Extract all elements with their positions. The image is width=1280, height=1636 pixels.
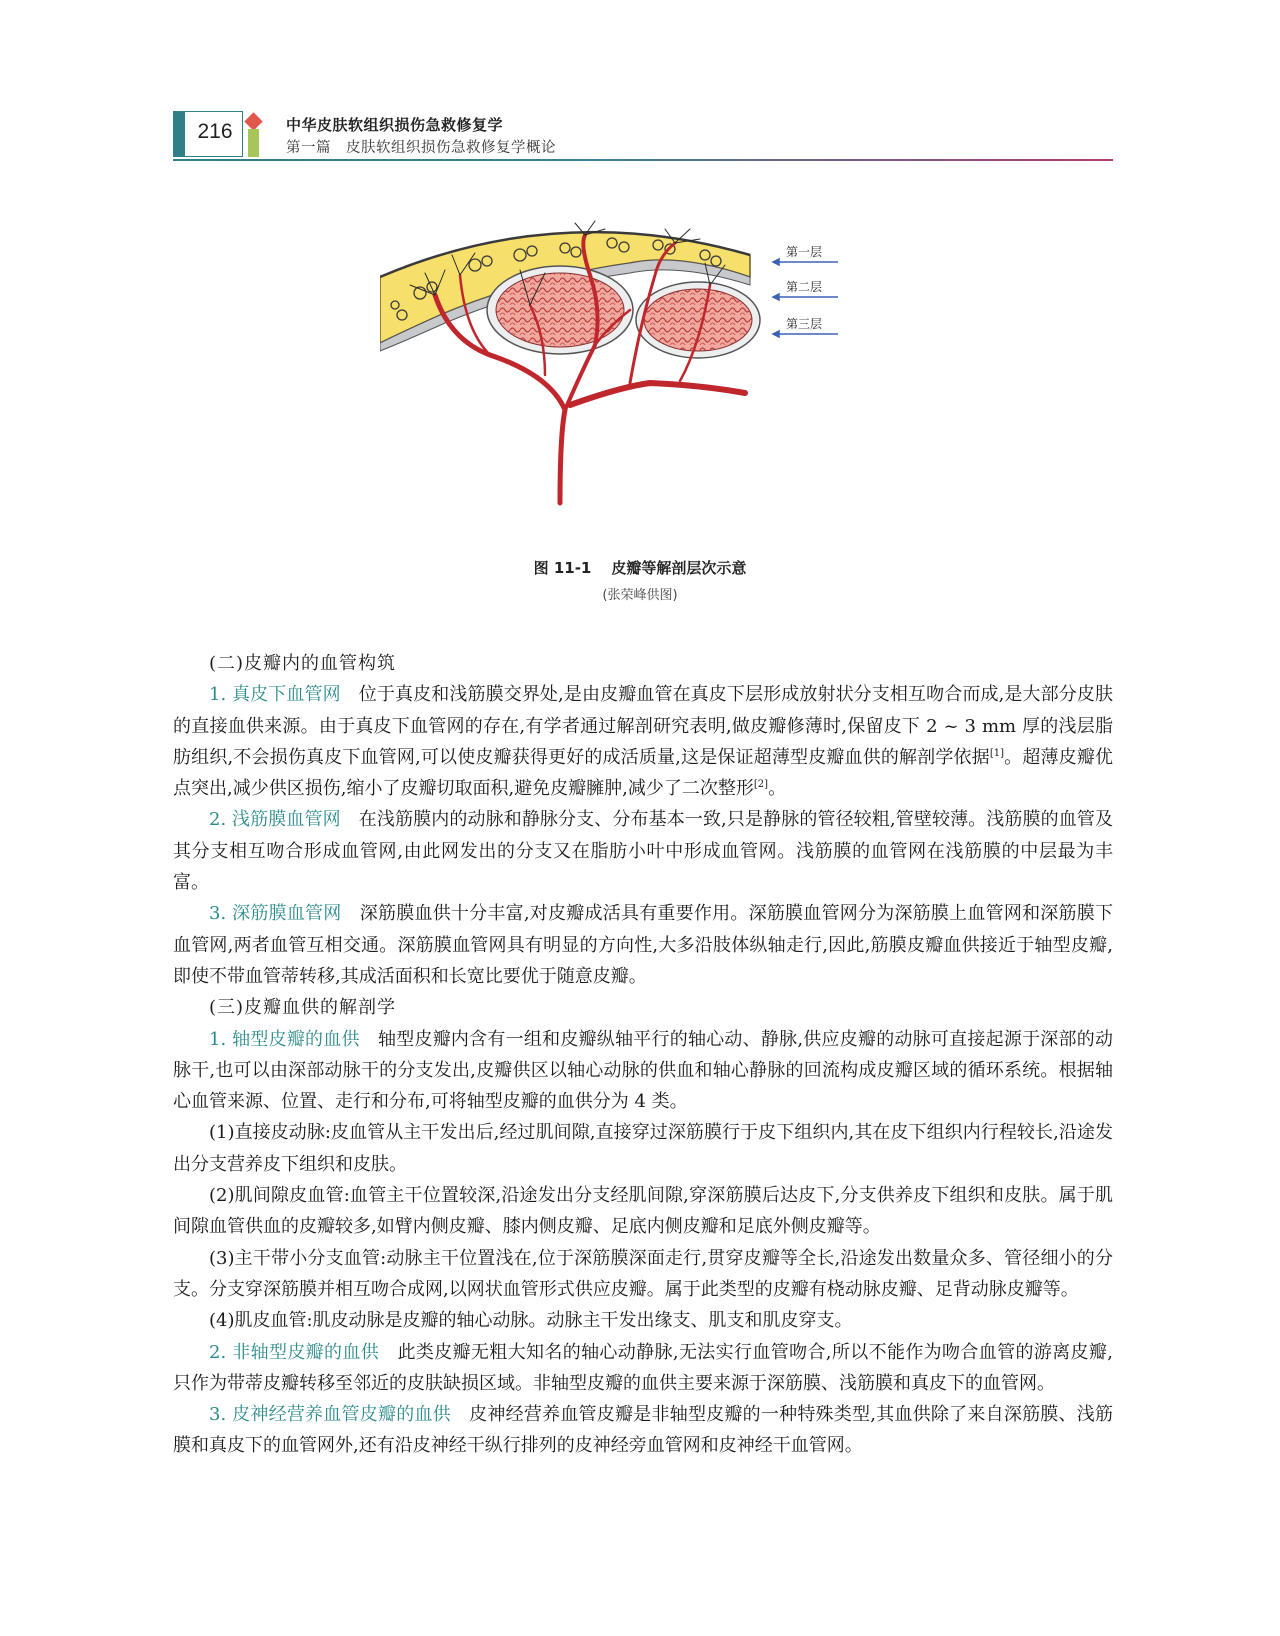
section-heading-3: (三)皮瓣血供的解剖学: [209, 997, 397, 1019]
paragraph: 3. 皮神经营养血管皮瓣的血供 皮神经营养血管皮瓣是非轴型皮瓣的一种特殊类型,其血供除了来自深筋膜、浅筋膜和真皮下的血管网外,还有沿皮神经干纵行排列的皮神经旁血管网和皮神经干血管网。: [173, 1404, 1113, 1457]
header-diamond-ornament: [244, 112, 262, 130]
layer-1-label: 第一层: [786, 245, 823, 259]
citation: [2]: [753, 779, 769, 791]
header-green-bar: [248, 129, 259, 157]
paragraph: 1. 真皮下血管网 位于真皮和浅筋膜交界处,是由皮瓣血管在真皮下层形成放射状分支相互吻合而成,是大部分皮肤的直接血供来源。由于真皮下血管网的存在,有学者通过解剖研究表明,做皮瓣修薄时,保留皮下 2 ~ 3 mm 厚的浅层脂肪组织,不会损伤真皮下血管网,可以使皮瓣获得更好的成活质量,这是保证超薄型皮瓣血供的解剖学依据[1]。超薄皮瓣优点突出,减少供区损伤,缩小了皮瓣切取面积,避免皮瓣臃肿,减少了二次整形[2]。: [173, 684, 1113, 800]
figure-title: 皮瓣等解剖层次示意: [611, 559, 747, 577]
paragraph: 2. 非轴型皮瓣的血供 此类皮瓣无粗大知名的轴心动静脉,无法实行血管吻合,所以不能作为吻合血管的游离皮瓣,只作为带蒂皮瓣转移至邻近的皮肤缺损区域。非轴型皮瓣的血供主要来源于深筋膜、浅筋膜和真皮下的血管网。: [173, 1341, 1113, 1394]
subheading: 1. 真皮下血管网: [209, 684, 341, 706]
figure-credit: (张荣峰供图): [602, 588, 678, 603]
body-text: [173, 648, 1113, 1462]
paragraph: 3. 深筋膜血管网 深筋膜血供十分丰富,对皮瓣成活具有重要作用。深筋膜血管网分为深筋膜上血管网和深筋膜下血管网,两者血管互相交通。深筋膜血管网具有明显的方向性,大多沿肢体纵轴走行,因此,筋膜皮瓣血供接近于轴型皮瓣,即使不带血管蒂转移,其成活面积和长宽比要优于随意皮瓣。: [173, 903, 1113, 987]
page-number: 216: [197, 120, 233, 143]
subheading: 1. 轴型皮瓣的血供: [209, 1028, 360, 1050]
layer-3-label: 第三层: [786, 317, 823, 331]
header-rule: [173, 159, 1113, 161]
paragraph: (2)肌间隙皮血管:血管主干位置较深,沿途发出分支经肌间隙,穿深筋膜后达皮下,分支供养皮下组织和皮肤。属于肌间隙血管供血的皮瓣较多,如臂内侧皮瓣、膝内侧皮瓣、足底内侧皮瓣和足底外侧皮瓣等。: [173, 1185, 1113, 1238]
paragraph: (1)直接皮动脉:皮血管从主干发出后,经过肌间隙,直接穿过深筋膜行于皮下组织内,其在皮下组织内行程较长,沿途发出分支营养皮下组织和皮肤。: [173, 1122, 1113, 1175]
paragraph: 1. 轴型皮瓣的血供 轴型皮瓣内含有一组和皮瓣纵轴平行的轴心动、静脉,供应皮瓣的动脉可直接起源于深部的动脉干,也可以由深部动脉干的分支发出,皮瓣供区以轴心动脉的供血和轴心静脉的回流构成皮瓣区域的循环系统。根据轴心血管来源、位置、走行和分布,可将轴型皮瓣的血供分为 4 类。: [173, 1028, 1114, 1113]
subheading: 3. 深筋膜血管网: [209, 903, 342, 925]
page-number-box: [173, 111, 243, 157]
citation: [1]: [989, 747, 1005, 759]
muscle-left: [496, 273, 624, 347]
subheading: 2. 非轴型皮瓣的血供: [209, 1341, 380, 1363]
section-heading-2: (二)皮瓣内的血管构筑: [209, 653, 397, 674]
page-tab-accent: [174, 112, 185, 156]
skin-flap-layers-illustration: [380, 215, 900, 525]
layer-2-label: 第二层: [786, 280, 823, 294]
anatomy-figure: [380, 215, 900, 525]
figure-caption: [0, 557, 1280, 578]
paragraph: 2. 浅筋膜血管网 在浅筋膜内的动脉和静脉分支、分布基本一致,只是静脉的管径较粗,管壁较薄。浅筋膜的血管及其分支相互吻合形成血管网,由此网发出的分支又在脂肪小叶中形成血管网。浅筋膜的血管网在浅筋膜的中层最为丰富。: [173, 809, 1113, 894]
subheading: 2. 浅筋膜血管网: [209, 809, 341, 831]
paragraph: (4)肌皮血管:肌皮动脉是皮瓣的轴心动脉。动脉主干发出缘支、肌支和肌皮穿支。: [209, 1310, 853, 1332]
muscle-right: [644, 289, 752, 351]
running-header: [173, 111, 1113, 161]
figure-number: 图 11-1: [533, 559, 592, 577]
subheading: 3. 皮神经营养血管皮瓣的血供: [209, 1404, 451, 1426]
book-title: 中华皮肤软组织损伤急救修复学: [286, 116, 504, 134]
paragraph: (3)主干带小分支血管:动脉主干位置浅在,位于深筋膜深面走行,贯穿皮瓣等全长,沿途发出数量众多、管径细小的分支。分支穿深筋膜并相互吻合成网,以网状血管形式供应皮瓣。属于此类型的皮瓣有桡动脉皮瓣、足背动脉皮瓣等。: [173, 1247, 1113, 1300]
part-title: 第一篇 皮肤软组织损伤急救修复学概论: [286, 140, 556, 156]
